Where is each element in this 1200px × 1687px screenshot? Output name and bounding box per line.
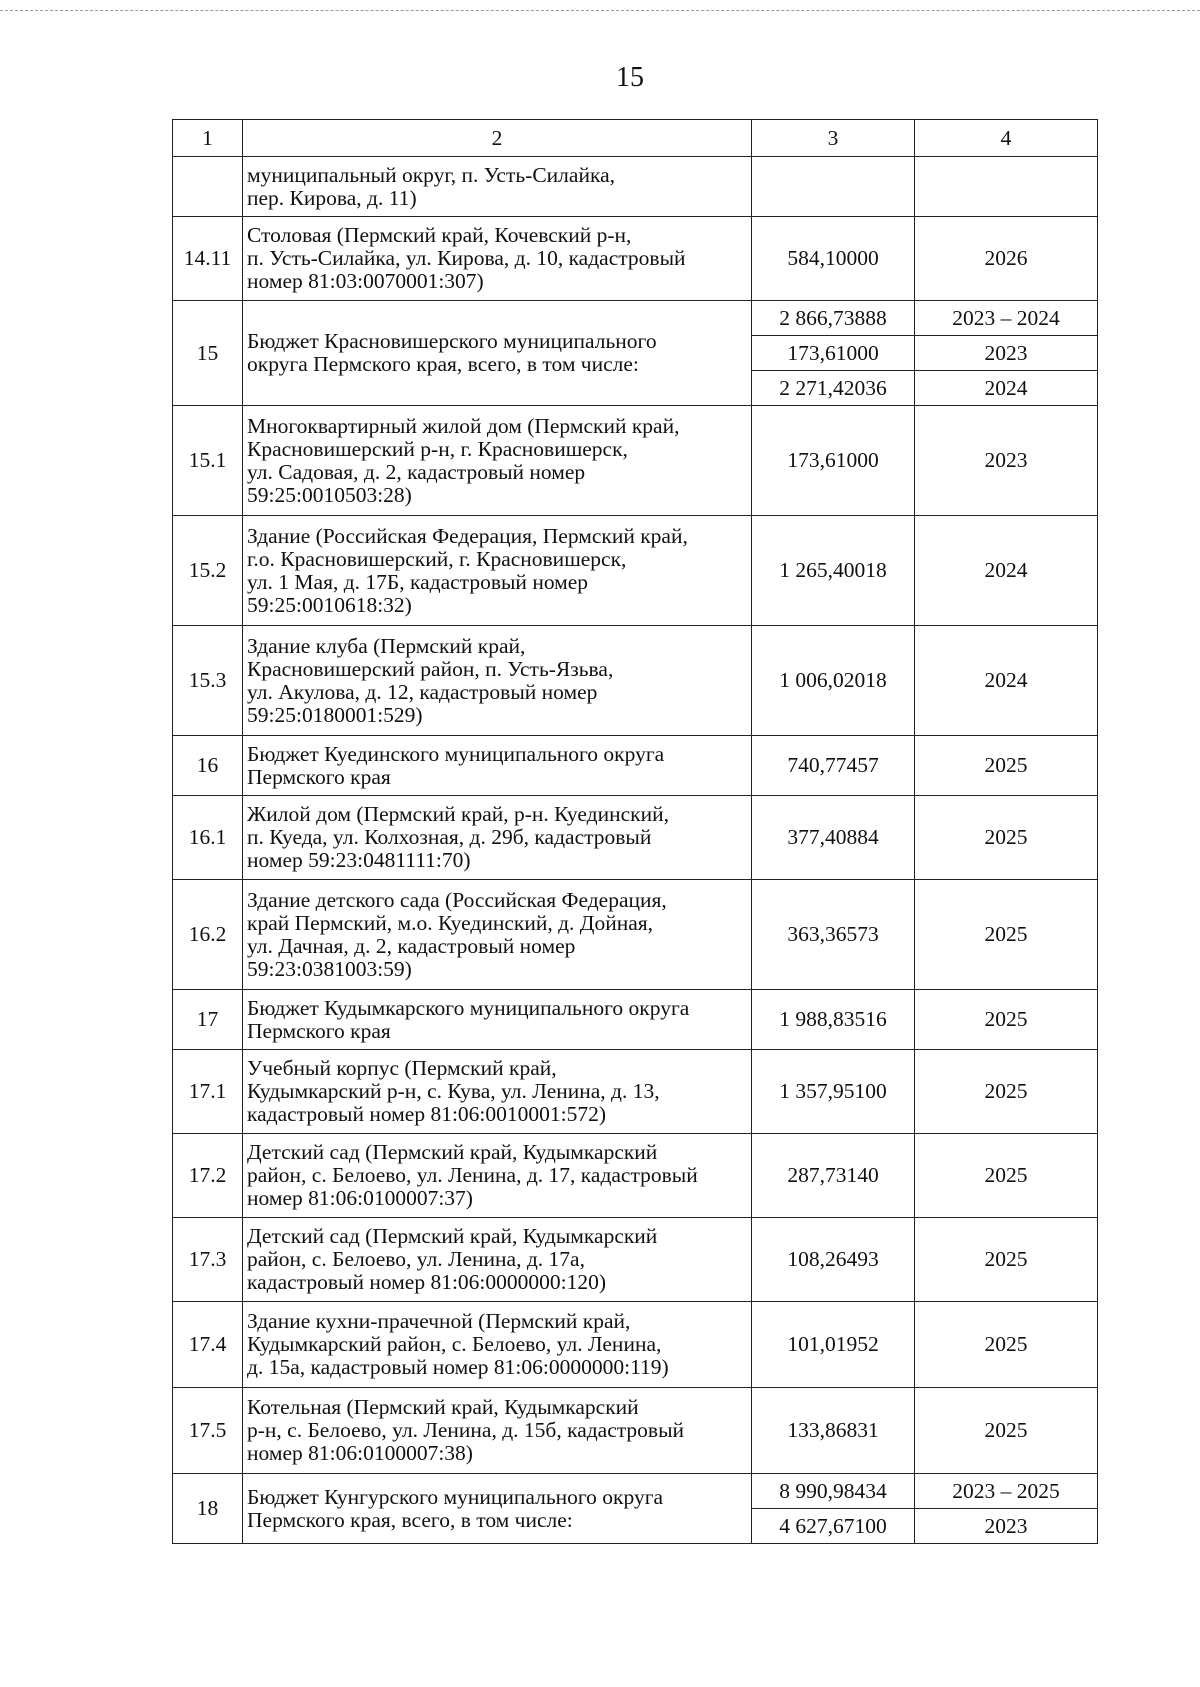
object-description: Многоквартирный жилой дом (Пермский край, Красновишерский р-н, г. Красновишерск, ул. Садовая, д. 2, кадастровый номер 59:25:0010503:28) [243, 406, 752, 516]
column-header: 3 [752, 120, 915, 157]
table-row [173, 516, 1098, 626]
table-row [173, 1474, 1098, 1509]
table-row [173, 1218, 1098, 1302]
amount: 1 265,40018 [752, 516, 915, 626]
amount [752, 157, 915, 217]
object-description: Здание кухни-прачечной (Пермский край, Кудымкарский район, с. Белоево, ул. Ленина, д. 15а, кадастровый номер 81:06:0000000:119) [243, 1302, 752, 1388]
year: 2025 [915, 1218, 1098, 1302]
table-row [173, 880, 1098, 990]
row-number: 16 [173, 736, 243, 796]
row-number: 15.1 [173, 406, 243, 516]
year: 2025 [915, 1134, 1098, 1218]
year-range: 2023 – 2024 [915, 301, 1098, 336]
amount: 740,77457 [752, 736, 915, 796]
row-number: 16.2 [173, 880, 243, 990]
column-header: 4 [915, 120, 1098, 157]
amount: 173,61000 [752, 336, 915, 371]
year: 2025 [915, 1388, 1098, 1474]
object-description: муниципальный округ, п. Усть-Силайка, пер. Кирова, д. 11) [243, 157, 752, 217]
budget-description: Бюджет Кунгурского муниципального округа Пермского края, всего, в том числе: [243, 1474, 752, 1544]
object-description: Здание (Российская Федерация, Пермский край, г.о. Красновишерский, г. Красновишерск, ул. 1 Мая, д. 17Б, кадастровый номер 59:25:0010618:32) [243, 516, 752, 626]
year: 2026 [915, 217, 1098, 301]
amount: 108,26493 [752, 1218, 915, 1302]
year: 2024 [915, 371, 1098, 406]
row-number: 17.4 [173, 1302, 243, 1388]
table-row [173, 157, 1098, 217]
object-description: Котельная (Пермский край, Кудымкарский р-н, с. Белоево, ул. Ленина, д. 15б, кадастровый номер 81:06:0100007:38) [243, 1388, 752, 1474]
row-number: 17.2 [173, 1134, 243, 1218]
row-number: 16.1 [173, 796, 243, 880]
budget-description: Бюджет Куединского муниципального округа Пермского края [243, 736, 752, 796]
amount: 8 990,98434 [752, 1474, 915, 1509]
row-number: 15.3 [173, 626, 243, 736]
year: 2024 [915, 626, 1098, 736]
amount: 4 627,67100 [752, 1509, 915, 1544]
budget-description: Бюджет Красновишерского муниципального округа Пермского края, всего, в том числе: [243, 301, 752, 406]
year: 2025 [915, 990, 1098, 1050]
row-number: 17.3 [173, 1218, 243, 1302]
table-row [173, 1134, 1098, 1218]
object-description: Детский сад (Пермский край, Кудымкарский район, с. Белоево, ул. Ленина, д. 17а, кадастровый номер 81:06:0000000:120) [243, 1218, 752, 1302]
page-number: 15 [616, 62, 644, 93]
amount: 287,73140 [752, 1134, 915, 1218]
table-row [173, 1050, 1098, 1134]
row-number [173, 157, 243, 217]
amount: 363,36573 [752, 880, 915, 990]
amount: 2 271,42036 [752, 371, 915, 406]
year: 2025 [915, 1050, 1098, 1134]
table-row [173, 301, 1098, 336]
year: 2024 [915, 516, 1098, 626]
column-header: 2 [243, 120, 752, 157]
object-description: Здание детского сада (Российская Федерация, край Пермский, м.о. Куединский, д. Дойная, ул. Дачная, д. 2, кадастровый номер 59:23:0381003:59) [243, 880, 752, 990]
amount: 1 006,02018 [752, 626, 915, 736]
year: 2025 [915, 796, 1098, 880]
table-row [173, 1388, 1098, 1474]
object-description: Столовая (Пермский край, Кочевский р-н, п. Усть-Силайка, ул. Кирова, д. 10, кадастровый номер 81:03:0070001:307) [243, 217, 752, 301]
row-number: 17 [173, 990, 243, 1050]
table-row [173, 217, 1098, 301]
table-row [173, 796, 1098, 880]
object-description: Жилой дом (Пермский край, р-н. Куединский, п. Куеда, ул. Колхозная, д. 29б, кадастровый номер 59:23:0481111:70) [243, 796, 752, 880]
table-row [173, 736, 1098, 796]
year-range: 2023 – 2025 [915, 1474, 1098, 1509]
amount: 2 866,73888 [752, 301, 915, 336]
budget-description: Бюджет Кудымкарского муниципального округа Пермского края [243, 990, 752, 1050]
row-number: 17.5 [173, 1388, 243, 1474]
table-row [173, 406, 1098, 516]
amount: 584,10000 [752, 217, 915, 301]
object-description: Здание клуба (Пермский край, Красновишерский район, п. Усть-Язьва, ул. Акулова, д. 12, кадастровый номер 59:25:0180001:529) [243, 626, 752, 736]
row-number: 15.2 [173, 516, 243, 626]
column-header: 1 [173, 120, 243, 157]
object-description: Детский сад (Пермский край, Кудымкарский район, с. Белоево, ул. Ленина, д. 17, кадастровый номер 81:06:0100007:37) [243, 1134, 752, 1218]
year [915, 157, 1098, 217]
amount: 173,61000 [752, 406, 915, 516]
year: 2025 [915, 1302, 1098, 1388]
row-number: 17.1 [173, 1050, 243, 1134]
amount: 101,01952 [752, 1302, 915, 1388]
budget-allocation-table [172, 119, 1098, 1544]
table-row [173, 1302, 1098, 1388]
year: 2025 [915, 736, 1098, 796]
year: 2025 [915, 880, 1098, 990]
object-description: Учебный корпус (Пермский край, Кудымкарский р-н, с. Кува, ул. Ленина, д. 13, кадастровый номер 81:06:0010001:572) [243, 1050, 752, 1134]
year: 2023 [915, 336, 1098, 371]
table-row [173, 626, 1098, 736]
scan-top-edge [0, 10, 1200, 11]
column-number-row [173, 120, 1098, 157]
amount: 377,40884 [752, 796, 915, 880]
row-number: 15 [173, 301, 243, 406]
row-number: 18 [173, 1474, 243, 1544]
year: 2023 [915, 1509, 1098, 1544]
amount: 133,86831 [752, 1388, 915, 1474]
row-number: 14.11 [173, 217, 243, 301]
table-row [173, 990, 1098, 1050]
amount: 1 357,95100 [752, 1050, 915, 1134]
amount: 1 988,83516 [752, 990, 915, 1050]
year: 2023 [915, 406, 1098, 516]
